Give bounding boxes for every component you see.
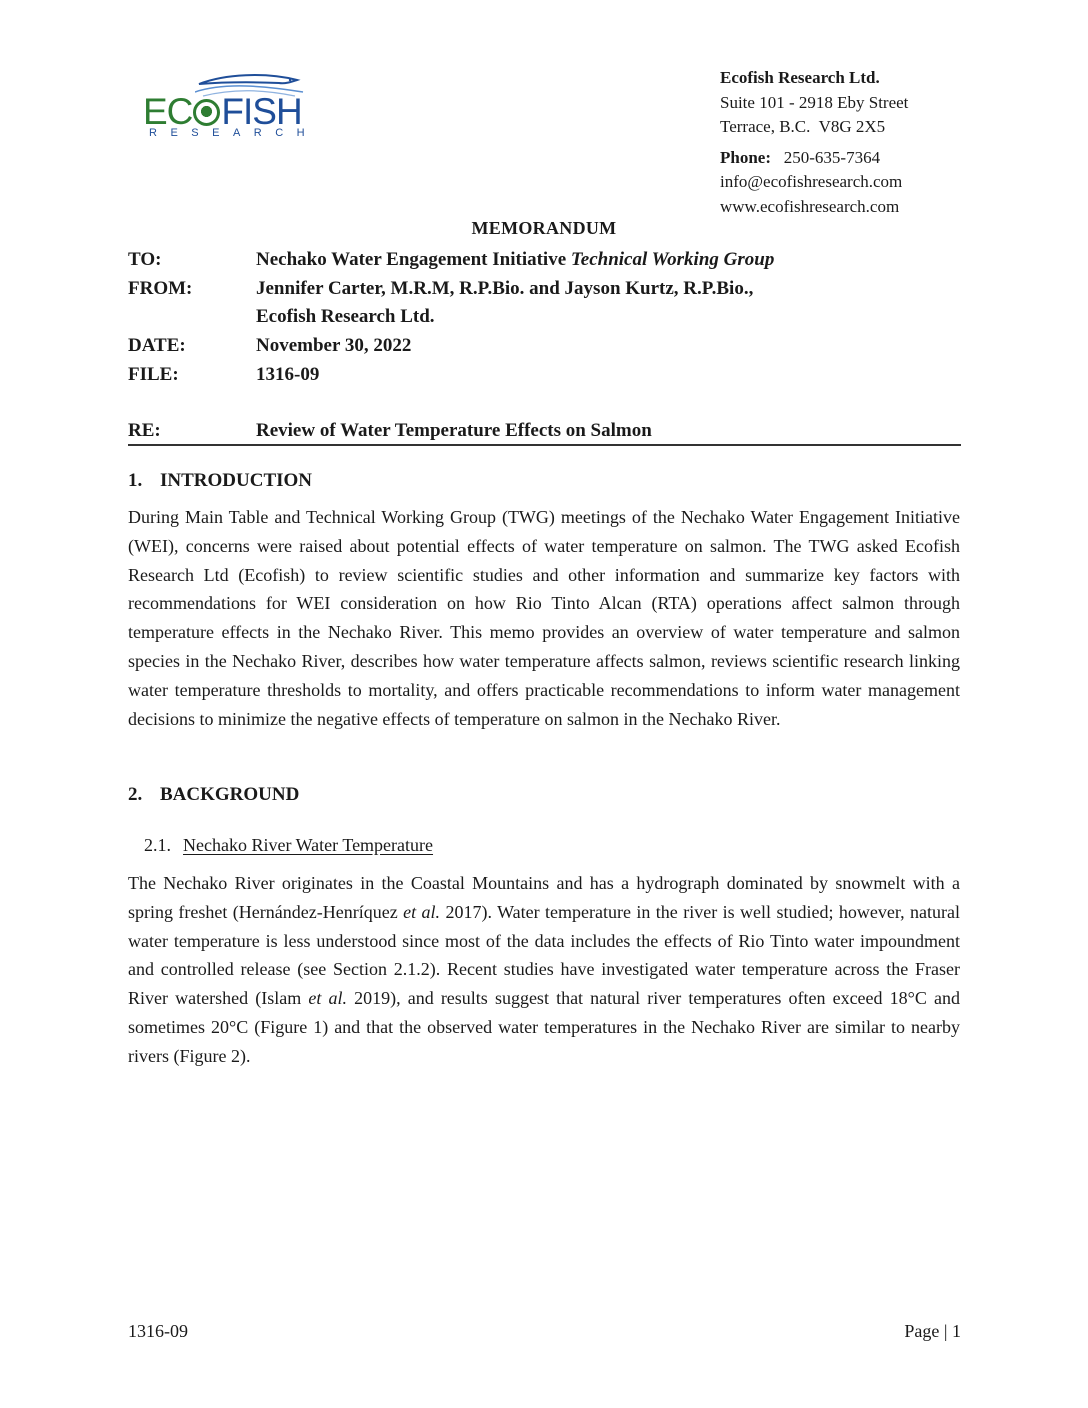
memo-from-row-2 — [128, 302, 435, 331]
section-title: BACKGROUND — [160, 784, 300, 805]
from-label: FROM: — [128, 278, 193, 299]
to-value-italic: Technical Working Group — [570, 249, 775, 270]
memo-file-row — [128, 360, 319, 389]
date-label: DATE: — [128, 335, 186, 356]
company-logo — [143, 70, 328, 145]
phone-label: Phone: — [720, 147, 771, 167]
footer-page-number: Page | 1 — [904, 1321, 961, 1341]
company-name: Ecofish Research Ltd. — [720, 68, 880, 87]
file-value: 1316-09 — [256, 364, 320, 385]
memo-to-row — [128, 245, 774, 274]
logo-text-fish: FISH — [221, 91, 302, 132]
to-value — [256, 245, 774, 274]
tree-icon — [193, 99, 220, 126]
logo-text-eco: EC — [143, 91, 193, 132]
header-divider — [128, 444, 961, 446]
memo-date-row — [128, 331, 411, 360]
phone-line — [720, 146, 908, 171]
memo-re-row — [128, 420, 652, 442]
citation-etal: et al. — [403, 901, 441, 922]
logo-wordmark — [143, 92, 302, 132]
section-heading-introduction — [128, 470, 312, 492]
paragraph-text: 2017). Water temperature in the river is well studied; however, natural water temperature is less understood since most of the data includes the effects of Rio Tinto water impoundment and controlled release (see Section 2.1.2). Recent studies have investigated water temperature across the Fraser River watershed (Islam — [128, 901, 961, 1009]
paragraph-text: The Nechako River originates in the Coastal Mountains and has a hydrograph dominated by snowmelt with a spring freshet (Hernández-Henríquez — [128, 873, 960, 922]
address-line-1: Suite 101 - 2918 Eby Street — [720, 92, 909, 112]
to-value-text: Nechako Water Engagement Initiative — [256, 249, 567, 270]
from-value-line-2: Ecofish Research Ltd. — [256, 306, 435, 327]
address-line-2: Terrace, B.C. V8G 2X5 — [720, 117, 886, 136]
file-label: FILE: — [128, 364, 179, 385]
to-label: TO: — [128, 249, 162, 270]
re-label: RE: — [128, 420, 161, 441]
section-heading-background — [128, 784, 299, 806]
subsection-heading-water-temperature — [144, 835, 433, 856]
citation-etal: et al. — [308, 988, 347, 1009]
paragraph-text: 2019), and results suggest that natural river temperatures often exceed 18°C and sometimes 20°C (Figure 1) and that the observed water temperatures in the Nechako River are similar to nearby rivers (Figure 2). — [128, 988, 960, 1066]
section-number: 1. — [128, 470, 143, 491]
introduction-paragraph: During Main Table and Technical Working Group (TWG) meetings of the Nechako Water Engagement Initiative (WEI), concerns were raised about potential effects of water temperature on salmon. The TWG asked Ecofish Research Ltd (Ecofish) to review scientific studies and other information and summarize key factors with recommendations for WEI consideration on how Rio Tinto Alcan (RTA) operations affect salmon through temperature effects in the Nechako River. This memo provides an overview of water temperature and salmon species in the Nechako River, describes how water temperature affects salmon, reviews scientific research linking water temperature thresholds to mortality, and offers practicable recommendations to inform water management decisions to minimize the negative effects of temperature on salmon in the Nechako River. — [128, 507, 960, 729]
website-link[interactable]: www.ecofishresearch.com — [720, 196, 900, 216]
logo-subtitle: RESEARCH — [149, 127, 319, 139]
phone-number: 250-635-7364 — [783, 147, 881, 167]
footer-file-number: 1316-09 — [128, 1321, 188, 1341]
email-link[interactable]: info@ecofishresearch.com — [720, 172, 903, 191]
subsection-number: 2.1. — [144, 835, 171, 855]
company-address — [720, 66, 908, 219]
background-paragraph — [128, 869, 960, 1071]
memo-from-row — [128, 274, 753, 303]
memo-title: MEMORANDUM — [471, 218, 617, 238]
from-value-line-1: Jennifer Carter, M.R.M, R.P.Bio. and Jayson Kurtz, R.P.Bio., — [256, 278, 754, 299]
section-number: 2. — [128, 784, 143, 805]
section-title: INTRODUCTION — [160, 470, 313, 491]
subsection-title: Nechako River Water Temperature — [183, 835, 434, 855]
re-value: Review of Water Temperature Effects on Salmon — [256, 420, 652, 441]
date-value: November 30, 2022 — [256, 335, 412, 356]
